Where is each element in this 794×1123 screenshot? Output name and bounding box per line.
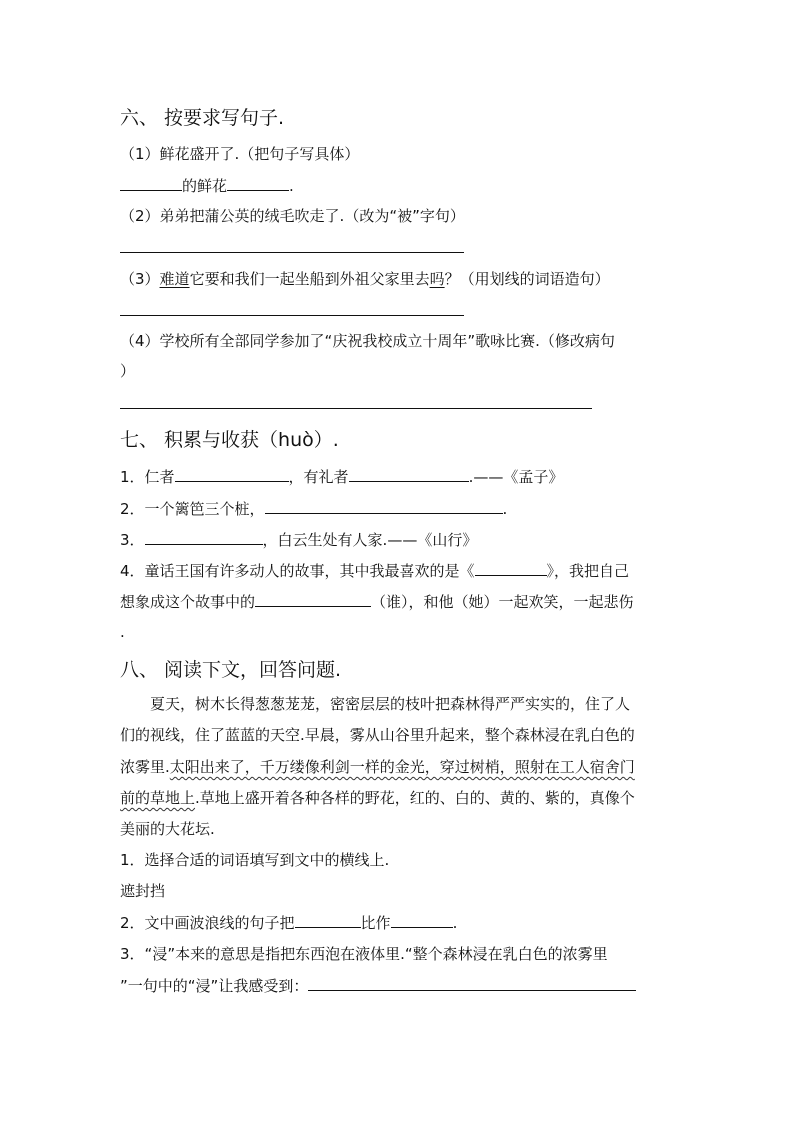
s8-q1-words: 遮封挡	[120, 882, 166, 900]
s7-i1-c: .——《孟子》	[468, 468, 564, 486]
passage-line-3	[120, 757, 635, 777]
s6-q3-mid: 它要和我们一起坐船到外祖父家里去	[189, 270, 430, 288]
s7-i4-blank-2[interactable]	[255, 591, 371, 607]
s6-q3-underlined-1: 难道	[159, 270, 190, 288]
s7-i3-a: 3．	[120, 531, 145, 549]
s8-q3-line2-text: ”一句中的“浸”让我感受到：	[120, 977, 309, 995]
s6-q1-end: .	[289, 177, 294, 195]
s6-q1: （1）鲜花盛开了.（把句子写具体）	[120, 145, 360, 163]
s7-i4-b: 》，我把自己	[546, 562, 630, 580]
s7-item-4-line3: .	[120, 623, 125, 641]
s7-i4-d: （谁），和他（她）一起欢笑，一起悲伤	[371, 593, 634, 611]
section-8-title: 八、 阅读下文，回答问题.	[120, 659, 342, 681]
passage-line-5: 美丽的大花坛.	[120, 820, 215, 838]
s8-q2-c: .	[452, 914, 458, 932]
s8-q2-blank-1[interactable]	[295, 912, 361, 928]
s6-q4-answer-line[interactable]	[120, 408, 592, 409]
passage-line-4	[120, 788, 635, 808]
s7-i2-blank[interactable]	[265, 498, 503, 514]
s7-i4-a: 4．童话王国有许多动人的故事，其中我最喜欢的是《	[120, 562, 475, 580]
passage-line-3-start: 浓雾里.	[120, 758, 170, 776]
s7-item-4-line2	[120, 591, 634, 612]
s6-q3-underlined-2: 吗	[429, 270, 445, 288]
s8-q1: 1．选择合适的词语填写到文中的横线上.	[120, 851, 390, 869]
s7-i1-blank-2[interactable]	[349, 466, 469, 482]
s6-q1-blank-2[interactable]	[227, 175, 289, 191]
section-7-title: 七、 积累与收获（huò）.	[120, 429, 339, 451]
s7-i4-blank-1[interactable]	[475, 560, 547, 576]
s6-q2: （2）弟弟把蒲公英的绒毛吹走了.（改为“被”字句）	[120, 207, 465, 225]
passage-wavy-sentence-2: 前的草地上	[120, 789, 196, 807]
s7-i2-b: .	[502, 500, 508, 518]
s8-q3-answer-blank[interactable]	[308, 975, 636, 991]
s6-q3-suffix: ？（用划线的词语造句）	[444, 270, 610, 288]
s7-i2-a: 2．一个篱笆三个桩，	[120, 500, 265, 518]
passage-line-4-rest: .草地上盛开着各种各样的野花，红的、白的、黄的、紫的，真像个	[195, 789, 635, 807]
s6-q1-mid: 的鲜花	[182, 177, 228, 195]
s8-q2-a: 2．文中画波浪线的句子把	[120, 914, 295, 932]
passage-line-1: 夏天，树木长得葱葱茏茏，密密层层的枝叶把森林得严严实实的，住了人	[150, 695, 631, 713]
s8-q2-b: 比作	[360, 914, 391, 932]
s8-q2-blank-2[interactable]	[391, 912, 453, 928]
s7-item-1	[120, 466, 563, 487]
s6-q3-answer-line[interactable]	[120, 315, 464, 316]
passage-wavy-sentence-1: 太阳出来了，千万缕像利剑一样的金光，穿过树梢，照射在工人宿舍门	[169, 758, 635, 776]
s7-item-4-line1	[120, 560, 629, 581]
s6-q4-line2: ）	[120, 362, 136, 380]
s7-i3-b: ，白云生处有人家.——《山行》	[262, 531, 478, 549]
s7-i3-blank[interactable]	[145, 529, 263, 545]
s8-q2	[120, 912, 457, 933]
s7-item-3	[120, 529, 477, 550]
section-6-title: 六、 按要求写句子.	[120, 107, 285, 129]
s8-q3-line2	[120, 975, 636, 996]
s6-q3	[120, 269, 610, 289]
s6-q4-line1: （4）学校所有全部同学参加了“庆祝我校成立十周年”歌咏比赛.（修改病句	[120, 332, 615, 350]
passage-line-2: 们的视线，住了蓝蓝的天空.早晨，雾从山谷里升起来，整个森林浸在乳白色的	[120, 726, 635, 744]
s6-q1-blank-1[interactable]	[120, 175, 182, 191]
s7-i1-blank-1[interactable]	[175, 466, 289, 482]
s7-i1-b: ，有礼者	[288, 468, 349, 486]
s7-i4-c: 想象成这个故事中的	[120, 593, 256, 611]
s7-item-2	[120, 498, 507, 519]
s6-q2-answer-line[interactable]	[120, 252, 464, 253]
s7-i1-a: 1．仁者	[120, 468, 175, 486]
s8-q3-line1: 3．“浸”本来的意思是指把东西泡在液体里.“整个森林浸在乳白色的浓雾里	[120, 945, 608, 963]
s6-q1-answer-line	[120, 175, 294, 196]
s6-q3-prefix: （3）	[120, 270, 160, 288]
